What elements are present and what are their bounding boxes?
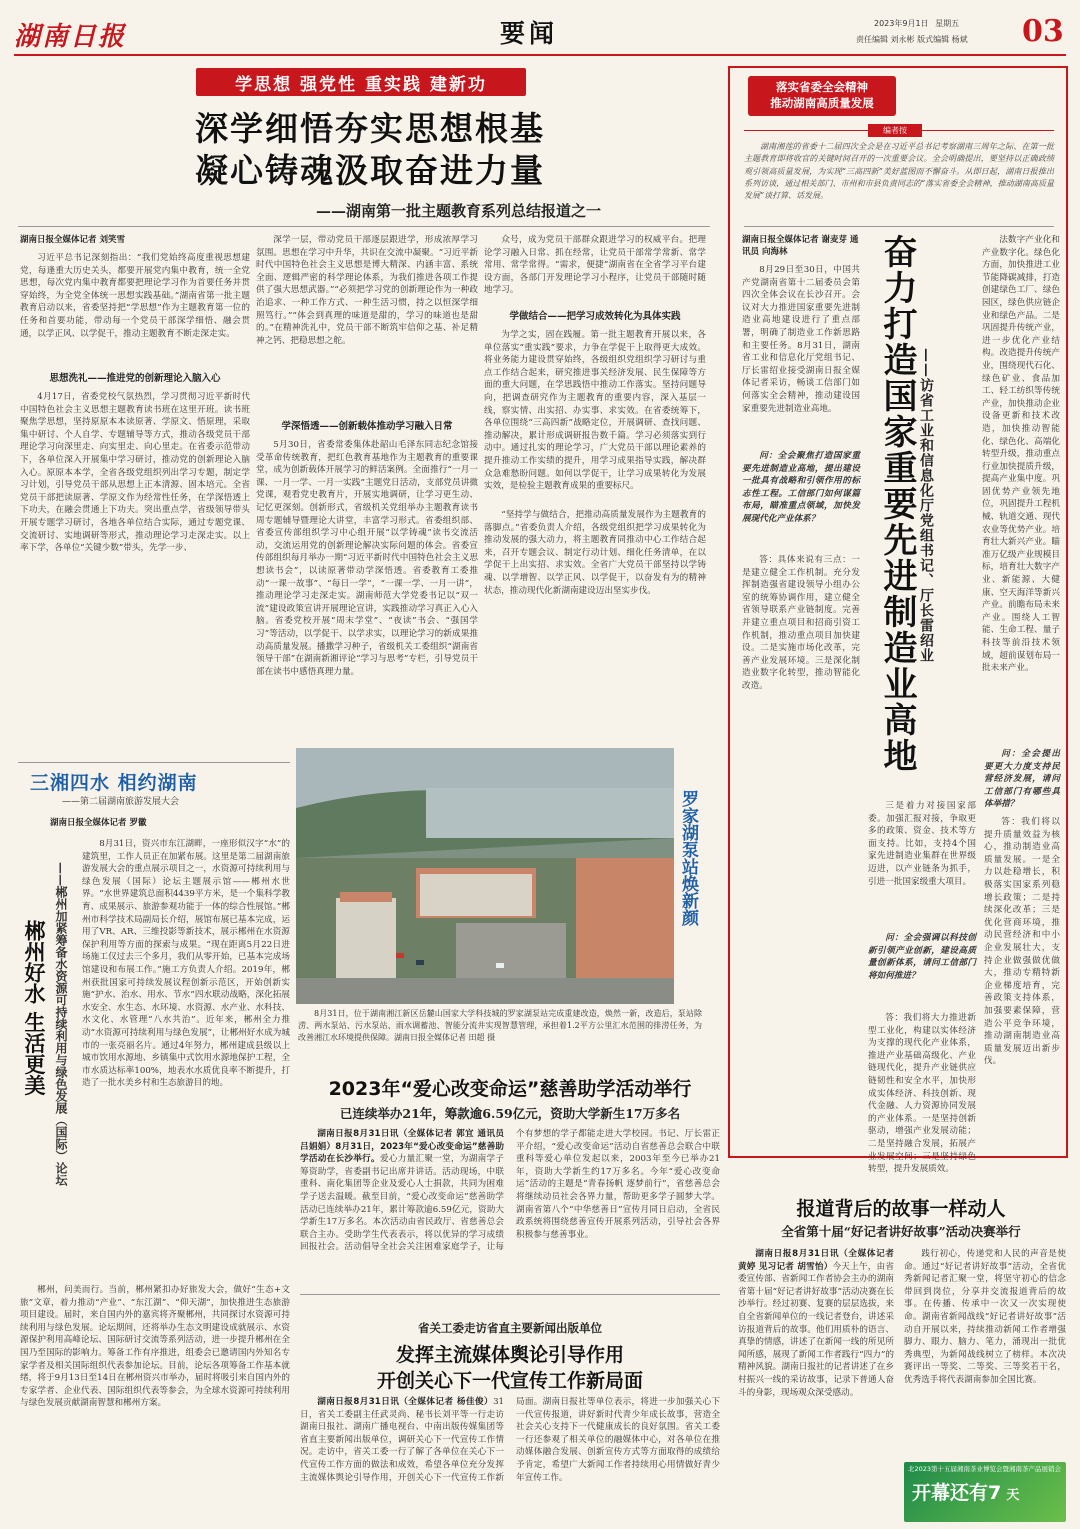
feature-column-d [984, 748, 1060, 810]
weekday: 星期五 [935, 19, 960, 28]
expo-ad-line2: 开幕还有7 [912, 1482, 1002, 1504]
expo-ad [904, 1462, 1066, 1522]
lead-col2-body-b-text: 5月30日，省委常委集体赴韶山毛泽东同志纪念馆接受革命传统教育，把红色教育基地作为主题教育的重要课堂，成为创新载体开展学习的鲜活案例。全面推行“一月一课、一月一学、一月一实践”主题党日活动，支部党员讲微党课，观看党史教育片，开展实地调研，让学习更生动、记忆更深刻。创新形式，省级机关党组举办主题教育读书周专题辅导暨理论大讲堂，丰富学习形式。省委组织部、省委宣传部组织学习中心组开展“以学铸魂”读书交流活动，交流运用党的创新理论解决实际问题的体会。省委宣传部组织每月举办一期“习近平新时代中国特色社会主义思想读书会”，以读原著带动学深悟透。省委教育工委推动“一课一故事”、“每日一学”，“一课一学、一月一讲”，推动理论学习走深走实。湖南师范大学党委书记以“双一流”建设政策宣讲开展理论宣讲，实践推动学习真正入心入脑。省委党校开展“周末学堂”、“夜读”书会、“强国学习”等活动，以学促干、以学求实，以理论学习的新成果推动高质量发展。播撒学习种子，省级机关工委组织“湖南省领导干部”在湖南新湘评论“学习与思考”专栏，引导党员干部在读书中感悟真理力量。 [256, 440, 478, 677]
editor-note-box [744, 126, 1054, 216]
charity-body [300, 1128, 720, 1288]
issue-date [874, 18, 959, 29]
lead-intro [20, 252, 250, 362]
media-body-main: 31日，省关工委副主任武灵尚、秘书长刘平等一行走访湖南日报社、湖南广播电视台、中南出版传媒集团等省直主要新闻出版单位，调研关心下一代宣传工作情况。走访中，省关工委一行了解了各单位在关心下一代宣传工作方面的做法和成效，希望各单位充分发挥主流媒体舆论引导作用，开创关心下一代宣传工作新局面。湖南日报社等单位表示，将进一步加强关心下一代宣传报道，讲好新时代青少年成长故事，营造全社会关心支持下一代健康成长的良好氛围。省关工委一行还参观了相关单位的融媒体中心，对各单位在推动媒体融合发展、创新宣传方式等方面取得的成绩给予肯定，希望广大新闻工作者持续用心用情做好青少年宣传工作。 [300, 1397, 720, 1483]
media-title-line1: 发挥主流媒体舆论引导作用 [395, 1344, 624, 1366]
masthead-rule [14, 54, 1066, 56]
journalist-body-b-text: 践行初心，传递党和人民的声音是使命。通过“好记者讲好故事”活动，全省优秀新闻记者汇聚一堂，将坚守初心的信念带回到岗位，分享并交流报道背后的故事。在传播、传承中一次又一次实现使命。湖南省新闻战线“好记者讲好故事”活动自开展以来，持续推动新闻工作者增强脚力、眼力、脑力、笔力，涌现出一批优秀典型，为新闻战线树立了榜样。本次决赛评出一等奖、二等奖、三等奖若干名，优秀选手将代表湖南参加全国比赛。 [904, 1249, 1066, 1385]
feature-banner-line1: 落实省委全会精神 [776, 80, 868, 94]
lead-title-line2: 凝心铸魂汲取奋进力量 [195, 151, 545, 190]
pumping-station-photo [296, 748, 674, 1004]
section-label: 要闻 [500, 19, 559, 48]
journalist-subtitle: 全省第十届“好记者讲好故事”活动决赛举行 [781, 1224, 1021, 1239]
lead-intro-text: 习近平总书记深刻指出：“我们党始终高度重视思想建党，每逢重大历史关头，都要开展党内集中教育，统一全党思想，每次党内集中教育都要把理论学习作为首要任务并贯穿始终，为全党全体统一思想实践基础。”湖南省第一批主题教育启动以来，省委坚持把“学思想”作为主题教育第一位的任务和首要功能，带动每一个党员干部深学细悟、融会贯通，以学正风、以学促干，推动主题教育不断走深走实。 [20, 253, 250, 339]
feature-question-2-text: 问：全会强调以科技创新引领产业创新，建设高质量创新体系，请问工信部门将如何推进？ [868, 933, 976, 981]
tourism-body-b-block [20, 1284, 290, 1520]
journalist-body-b [904, 1248, 1066, 1446]
lead-column-1 [20, 234, 250, 716]
feature-col-a-intro-text: 8月29日至30日，中国共产党湖南省第十二届委员会第四次全体会议在长沙召开。会议对大力推进国家重要先进制造业高地建设进行了重点部署，明确了制造业工作新思路和主要任务。8月31日，湖南省工业和信息化厅党组书记、厅长雷绍业接受湖南日报全媒体记者采访，畅谈工信部门如何落实全会精神，推动建设国家重要先进制造业高地。 [742, 265, 860, 414]
expo-ad-unit: 天 [1006, 1488, 1020, 1503]
expo-ad-countdown [912, 1478, 1019, 1505]
lead-byline: 湖南日报全媒体记者 刘笑雪 [20, 235, 125, 245]
tourism-body-a [82, 838, 290, 1238]
journalist-body-b-block [904, 1248, 1066, 1446]
feature-answer-3 [984, 816, 1060, 1148]
feature-subtitle: ——访省工业和信息化厅党组书记、厅长雷绍业 [918, 348, 934, 663]
feature-title: 奋力打造国家重要先进制造业高地 [877, 234, 917, 774]
tourism-title: 三湘四水 相约湖南 [30, 772, 198, 794]
feature-divider [744, 226, 1054, 227]
feature-answer-3-text: 答：我们将以提升质量效益为核心，推动制造业高质量发展。一是全力以赴稳增长，积极落实国家系列稳增长政策；二是持续深化改革；三是优化营商环境，推动民营经济和中小企业发展壮大，支持企业做强做优做大，推动专精特新企业梯度培育，完善政策支持体系，加强要素保障，营造公平竞争环境，推动湖南制造业高质量发展迈出新步伐。 [984, 817, 1060, 1067]
expo-ad-line1: 北2023第十五届湘南茶业博览会暨湘南茶产品展销会 [908, 1465, 1062, 1473]
tourism-body-b-text: 郴州，问美而行。当前，郴州紧扣办好旅发大会，做好“生态+文旅”文章，着力推动“产业”、“东江湖”、“仰天湖”，加快推进生态旅游项目建设。届时，来自国内外的嘉宾将齐聚郴州，共同探讨水资源可持续利用与绿色发展。论坛期间，还将举办生态文明建设成就展示、水资源保护利用高峰论坛、国际研讨交流等系列活动，进一步提升郴州在全国乃至国际的影响力。筹备工作有序推进，组委会已邀请国内外知名专家学者及相关国际组织代表参加论坛。目前，论坛各项筹备工作基本就绪，将于9月13日至14日在郴州资兴市举办，届时将吸引来自国内外的专家学者、企业代表、国际组织代表等参会，为全球水资源可持续利用与绿色发展贡献湖南智慧和郴州方案。 [20, 1285, 290, 1409]
left-feature-top-rule [18, 762, 290, 763]
photo-caption: 8月31日，位于湖南湘江新区岳麓山国家大学科技城的罗家湖泵站完成重建改造，焕然一新，改造后，泵站除涝、两水泵站、污水泵站、雨水调蓄池、智能分流井实现智慧管理，承担着1.2平方公里汇水范围的排涝任务，为改善湘江水环境提供保障。湖南日报全媒体记者 田超 摄 [298, 1009, 702, 1042]
charity-body-main: 爱心力量汇聚一堂，为湖南学子筹资助学，省委副书记出席并讲话。活动现场，中联重科、南化集团等企业及爱心人士捐款，共同为困难学子送去温暖。截至目前，“爱心改变命运”慈善助学活动已连续举办21年，累计筹款逾6.59亿元，资助大学新生17万多名。本次活动由省民政厅、省慈善总会联合主办。受助学生代表表示，将以优异的学习成绩回报社会。活动倡导全社会关注困难家庭学子，让每个有梦想的学子都能走进大学校园。书记、厅长雷正平介绍，“爱心改变命运”活动自省慈善总会联合中联重科等爱心单位发起以来，2003年至今已举办21年，资助大学新生约17万多名。今年“爱心改变命运”活动的主题是“青春扬帆 逐梦前行”，省慈善总会将继续动员社会各界力量，帮助更多学子圆梦大学。湖南省第八个“中华慈善日”宣传月同日启动，全省民政系统将围绕慈善宣传开展系列活动，引导社会各界积极参与慈善事业。 [300, 1129, 720, 1253]
feature-question-3 [984, 748, 1060, 810]
tourism-body-a-block [82, 838, 290, 1238]
media-title-line2: 开创关心下一代宣传工作新局面 [376, 1370, 643, 1392]
feature-question-1 [742, 450, 860, 550]
date: 2023年9月1日 [874, 19, 929, 28]
media-top-rule [300, 1294, 720, 1295]
feature-col-b-body [868, 800, 976, 928]
lead-title [90, 108, 650, 192]
lead-col3-body-c [484, 509, 706, 719]
lead-col3-body-c-text: “坚持学与做结合，把推动高质量发展作为主题教育的落脚点。”省委负责人介绍，各级党组织把学习成果转化为推动发展的强大动力，将主题教育同推动中心工作结合起来，召开专题会议、制定行动计划、细化任务清单，在以学促干上出实招、求实效。全省广大党员干部坚持以学铸魂、以学增智、以学正风、以学促干，以奋发有为的精神状态，推动现代化新湖南建设迈出坚实步伐。 [484, 510, 706, 596]
lead-col3-body-a [484, 234, 706, 302]
masthead-logo: 湖南日报 [14, 22, 127, 52]
media-body-text [300, 1396, 720, 1484]
lead-subhead-1: 思想洗礼——推进党的创新理论入脑入心 [49, 373, 221, 384]
lead-col2-body-a-text: 深学一层，带动党员干部逐层跟进学，形成浓厚学习氛围。思想在学习中升华，共识在交流中凝聚。“习近平新时代中国特色社会主义思想是博大精深、内涵丰富、系统全面、逻辑严密的科学理论体系，为我们推进各项工作提供了强大思想武器。”“必须把学习党的创新理论作为一种政治追求、一种工作方式、一种生活习惯，持之以恒深学细照笃行。”“体会到真理的味道是甜的，学习的味道也是甜的。”在精神洗礼中，党员干部不断筑牢信仰之基、补足精神之钙、把稳思想之舵。 [256, 235, 478, 346]
journalist-body-a [738, 1248, 894, 1520]
lead-subhead-3: 学做结合——把学习成效转化为具体实践 [509, 311, 681, 322]
journalist-body-a-block [738, 1248, 894, 1520]
charity-body-text [300, 1128, 720, 1254]
lead-col3-body-a-text: 众号，成为党员干部群众跟进学习的权威平台。把理论学习融入日常、抓在经常，让党员干部常学常新、常学常用、常学常得。“需求，便捷”湖南省在全省学习平台建设方面，各部门开发理论学习小程序，让党员干部随时随地学习。 [484, 235, 706, 296]
page-number: 03 [1022, 14, 1064, 49]
feature-banner-line2: 推动湖南高质量发展 [770, 96, 874, 110]
editor-credits: 责任编辑 刘永彬 版式编辑 杨斌 [856, 35, 968, 44]
feature-question-2 [868, 932, 976, 1008]
journalist-byline: 湖南日报8月31日讯（全媒体记者 黄婷 见习记者 胡雪怡） [738, 1249, 894, 1272]
lead-subhead-2: 学深悟透——创新载体推动学习融入日常 [281, 421, 453, 432]
lead-col3-body-b [484, 329, 706, 507]
tourism-byline: 湖南日报全媒体记者 罗徽 [50, 818, 147, 828]
feature-answer-2 [868, 1012, 976, 1175]
tourism-vertical-subtitle: ——郴州加紧筹备水资源可持续利用与绿色发展（国际）论坛 [54, 862, 68, 1186]
media-kicker: 省关工委走访省直主要新闻出版单位 [418, 1321, 602, 1335]
feature-col-c-body [982, 234, 1060, 740]
masthead [0, 0, 1080, 58]
media-byline: 湖南日报8月31日讯（全媒体记者 杨佳俊） [317, 1397, 494, 1407]
lead-col2-body-b [256, 439, 478, 719]
lead-col1-body [20, 391, 250, 716]
lead-col3-body-b-text: 为学之实，固在践履。第一批主题教育开展以来，各单位落实“重实践”要求，力争在学促干上取得更大成效。将业务能力建设贯穿始终，各级组织党组织学习研讨与重点工作结合起来，研究推进事关经济发展、民生保障等方面的重大问题，在学思践悟中推动工作落实。坚持问题导向，把调查研究作为主题教育的重要内容，深入基层一线，察实情、出实招、办实事、求实效。在省委统筹下，各单位围绕“三高四新”战略定位，开展调研、查找问题、推动解决，累计形成调研报告数千篇。学习必须落实到行动中。通过扎实的理论学习，广大党员干部以理论素养的提升推动工作实绩的提升，用学习成果指导实践，解决群众急难愁盼问题。如何以学促干，让学习成果转化为发展实效，是检验主题教育成果的重要标尺。 [484, 330, 706, 492]
charity-byline: 湖南日报8月31日讯（全媒体记者 郭宜 通讯员 吕娟娟）8月31日，2023年“爱心改变命运”慈善助学活动在长沙举行。 [300, 1129, 504, 1165]
feature-question-1-text: 问：全会聚焦打造国家重要先进制造业高地，提出建设一批具有战略和引领作用的标志性工程。工信部门如何谋篇布局，瞄准重点领域，加快发展现代化产业体系？ [742, 451, 860, 524]
pumping-station-photo-graphic [296, 748, 674, 1004]
tourism-body-b [20, 1284, 290, 1520]
journalist-title: 报道背后的故事一样动人 [796, 1198, 1006, 1220]
lead-title-line1: 深学细悟夯实思想根基 [195, 109, 545, 148]
tourism-subtitle: ——第二届湖南旅游发展大会 [62, 797, 180, 807]
lead-column-3 [484, 234, 706, 719]
editor-note-label: 编者按 [868, 124, 922, 137]
charity-subtitle: 已连续举办21年，筹款逾6.59亿元，资助大学新生17万多名 [339, 1106, 681, 1121]
tourism-body-a-text: 8月31日，资兴市东江湖畔，一座形似汉字“水”的建筑里，工作人员正在加紧布展。这里是第二届湖南旅游发展大会的重点展示项目之一，水资源可持续利用与绿色发展（国际）论坛主题展示馆——郴州水世界。“水世界建筑总面积4439平方米，是一个集科学教育、成果展示、旅游参观功能于一体的综合性展馆。”郴州市科学技术局副局长介绍，展馆布展已基本完成，运用了VR、AR、三维投影等新技术，展示郴州在水资源保护利用等方面的探索与成果。“现在距离5月22日进场施工仅过去三个多月，我们从零开始，已基本完成场馆建设和布展工作。”施工方负责人介绍。2019年，郴州获批国家可持续发展议程创新示范区，开始创新实施“护水、治水、用水、节水”四水联动战略，深化拓展水安全、水生态、水环境、水资源、水产业、水科技、水文化、水管理“八水共治”。近年来，郴州全力推动“水资源可持续利用与绿色发展”，让郴州好水成为城市的一张亮丽名片。通过4年努力，郴州建成县级以上城市饮用水源地、乡镇集中式饮用水源地保护工程，全市水质达标率100%，地表水水质优良率不断提升，打造了一批水美乡村和生态旅游目的地。 [82, 839, 290, 1089]
lead-col2-body-a [256, 234, 478, 412]
feature-answer-1-text: 答：具体来说有三点：一是建立健全工作机制。充分发挥制造强省建设领导小组办公室的统筹协调作用，建立健全省领导联系产业链制度。完善并建立重点项目和招商引资工作机制，推动重点项目加快建设。二是实施市场化改革，完善产业发展环境。三是深化制造业数字化转型，推动智能化改造。 [742, 555, 860, 691]
lead-divider [18, 226, 710, 227]
lead-subtitle: ——湖南第一批主题教育系列总结报道之一 [316, 202, 602, 220]
feature-col-c-body-text: 法数字产业化和产业数字化。绿色化方面，加快推进工业节能降碳减排，打造创建绿色工厂、绿色园区，绿色供应链企业和绿色产品。二是巩固提升传统产业，进一步优化产业结构。改造提升传统产业，围绕现代石化、绿色矿业、食品加工、轻工纺织等传统产业，加快推动企业设备更新和技术改造，加快推动智能化、绿色化、高端化转型升级，推动重点行业加快提质升级，提高产业集中度。巩固优势产业领先地位，巩固提升工程机械、轨道交通、现代农业等优势产业。培育壮大新兴产业。瞄准万亿级产业规模目标，培育壮大数字产业、新能源、大健康、空天海洋等新兴产业。前瞻布局未来产业。围绕人工智能、生命工程、量子科技等前沿技术领域，超前谋划布局一批未来产业。 [982, 235, 1060, 674]
feature-answer-1 [742, 554, 860, 864]
editor-note-text: 湖南湘莲的省委十二届四次全会是在习近平总书记考察湖南三周年之际、在第一批主题教育即将收官的关键时间召开的一次重要会议。全会明确提出，要坚持以正确政绩观引领高质量发展，为实现“三高四新”美好蓝图而不懈奋斗。从即日起，湖南日报推出系列访谈，通过相关部门、市州和市县负责同志的“落实省委全会精神，推动湖南高质量发展”谈打算、话发展。 [744, 142, 1054, 201]
feature-byline: 湖南日报全媒体记者 谢麦芽 通讯员 向海林 [742, 235, 859, 257]
feature-column-a [742, 234, 860, 864]
media-body [300, 1396, 720, 1522]
lead-col1-body-text: 4月17日，省委党校气氛热烈，学习贯彻习近平新时代中国特色社会主义思想主题教育读书班在这里开班。读书班聚焦学思想，坚持原原本本读原著、学原文、悟原理，采取集中研讨、个人自学、专题辅导等方式，推动各级党员干部理论学习向深里走、向实里走、向心里走。在省委示范带动下，各单位深入开展集中学习研讨，推动党的创新理论入脑入心。原原本本学，全省各级党组织列出学习专题，制定学习计划，引导党员干部从思想上正本清源、固本培元。全省党员干部把读原著、学原文作为经常性任务，在学深悟透上下功夫，在融会贯通上下功夫。突出重点学，省级领导带头开展专题学习研讨，各地各单位结合实际，通过专题党课、交流研讨、实地调研等形式，推动理论学习走深走实。以上率下学，各单位“关键少数”带头，先学一步、 [20, 392, 250, 554]
tourism-vertical-title: 郴州好水 生活更美 [22, 920, 46, 1096]
lead-banner-text: 学思想 强党性 重实践 建新功 [235, 74, 487, 95]
photo-side-title: 罗家湖泵站焕新颜 [678, 790, 698, 926]
journalist-body-a-text: 今天上午，由省委宣传部、省新闻工作者协会主办的湖南省第十届“好记者讲好故事”活动决赛在长沙举行。经过初赛、复赛的层层选拔，来自全省新闻单位的一线记者登台，讲述采访报道背后的故事。他们用质朴的语言、真挚的情感，讲述了在新闻一线的所见所闻所感，展现了新闻工作者践行“四力”的精神风貌。湖南日报社的记者讲述了在乡村振兴一线的采访故事，记录下普通人奋斗的身影，现场观众深受感动。 [738, 1261, 894, 1398]
feature-banner [748, 76, 896, 116]
lead-column-2 [256, 234, 478, 719]
lead-banner [196, 68, 526, 96]
feature-answer-2-text: 答：我们将大力推进新型工业化，构建以实体经济为支撑的现代化产业体系，推进产业基础高级化、产业链现代化，提升产业链供应链韧性和安全水平，加快形成实体经济、科技创新、现代金融、人力资源协同发展的产业体系。一是坚持创新驱动，增强产业发展动能；二是坚持融合发展，拓展产业发展空间；三是坚持绿色转型，提升发展质效。 [868, 1013, 976, 1175]
feature-question-3-text: 问：全会提出要更大力度支持民营经济发展，请问工信部门有哪些具体举措？ [984, 749, 1060, 810]
feature-column-b [868, 800, 976, 1175]
charity-title: 2023年“爱心改变命运”慈善助学活动举行 [328, 1078, 692, 1100]
feature-col-a-intro [742, 264, 860, 446]
feature-column-e [984, 816, 1060, 1148]
feature-column-c [956, 234, 1060, 740]
feature-col-b-body-text: 三是着力对接国家部委。加强汇报对接，争取更多的政策、资金、技术等方面支持。比如，支持4个国家先进制造业集群在世界级迈进，以产业链条为抓手，引进一批国家级重大项目。 [868, 801, 976, 887]
